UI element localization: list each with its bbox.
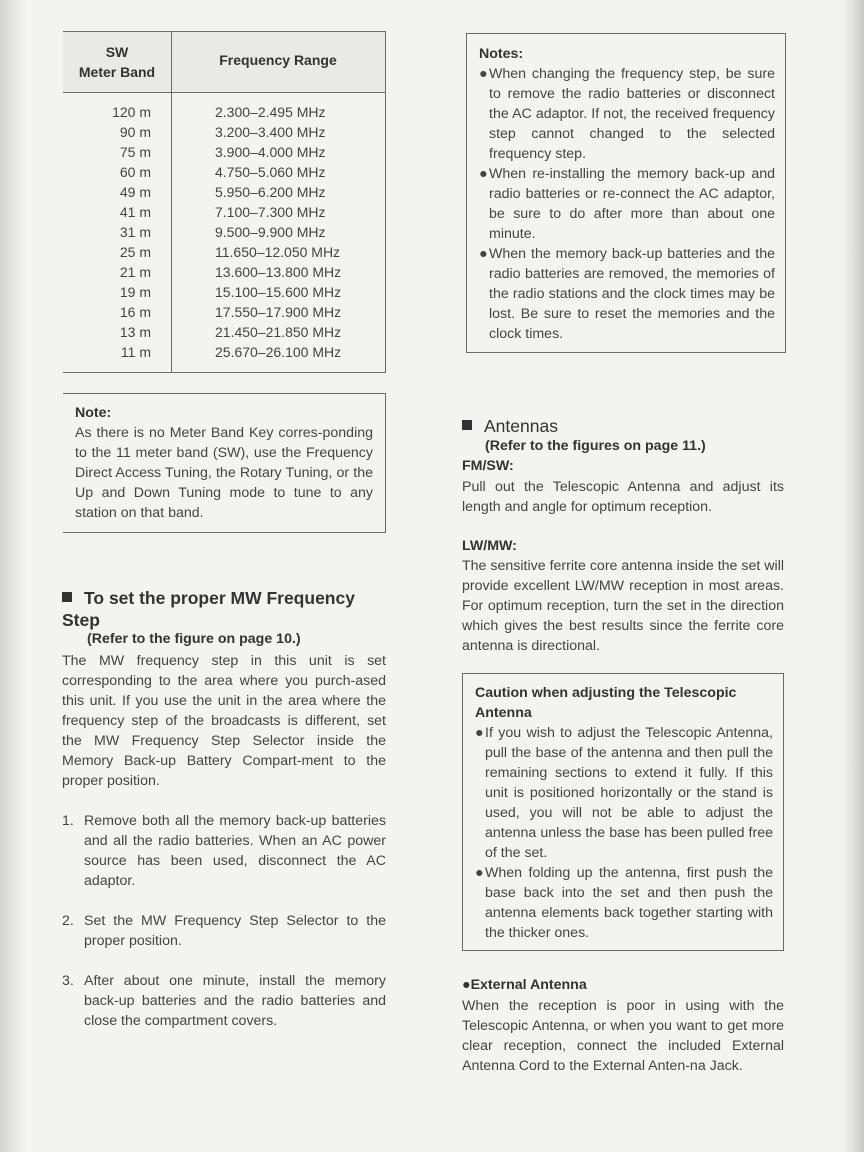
notes-title: Notes:	[479, 46, 524, 62]
page-gutter-left	[0, 0, 26, 1152]
mw-section-body: The MW frequency step in this unit is set corresponding to the area where you purch-ased this unit. If you use the unit in the area where the frequency step of the broadcasts is different, set the MW Frequency Step Selector inside the Memory Back-up Battery Compart-ment to the proper position.	[62, 653, 386, 789]
cell-frequency-range: 21.450–21.850 MHz	[215, 324, 342, 340]
bullet-icon: ●	[479, 246, 488, 262]
table-row	[63, 222, 385, 242]
bullet-icon: ●	[475, 725, 484, 741]
table-row	[63, 102, 385, 122]
cell-frequency-range: 11.650–12.050 MHz	[215, 244, 341, 260]
mw-section-title	[62, 587, 386, 631]
mw-step-3	[62, 971, 386, 1031]
cell-meter-band: 75 m	[119, 144, 151, 160]
cell-frequency-range: 2.300–2.495 MHz	[215, 104, 326, 120]
step-number: 2.	[62, 913, 74, 929]
page-gutter-right	[842, 0, 864, 1152]
mw-step-1	[62, 811, 386, 891]
cell-meter-band: 49 m	[119, 184, 151, 200]
cell-frequency-range: 25.670–26.100 MHz	[215, 344, 342, 360]
lw-mw-text: The sensitive ferrite core antenna inside the set will provide excellent LW/MW reception in most areas. For optimum reception, turn the set in the direction which gives the best results since the ferrite core antenna is directional.	[462, 558, 784, 654]
caution-box	[462, 673, 784, 951]
table-row	[63, 322, 385, 342]
cell-meter-band: 25 m	[119, 244, 151, 260]
cell-meter-band: 19 m	[119, 284, 151, 300]
table-row	[63, 242, 385, 262]
header-frequency-range: Frequency Range	[219, 52, 337, 68]
square-bullet-icon	[462, 420, 472, 430]
notes-item-text: When the memory back-up batteries and the radio batteries are removed, the memories of the radio stations and the clock times may be lost. Be sure to reset the memories and the clock times.	[489, 246, 775, 342]
note-box	[63, 393, 386, 533]
cell-frequency-range: 7.100–7.300 MHz	[215, 204, 326, 220]
table-row	[63, 302, 385, 322]
cell-frequency-range: 15.100–15.600 MHz	[215, 284, 342, 300]
caution-title: Caution when adjusting the Telescopic Antenna	[475, 685, 737, 721]
table-row	[63, 342, 385, 362]
bullet-icon: ●	[475, 865, 484, 881]
cell-frequency-range: 13.600–13.800 MHz	[215, 264, 342, 280]
mw-step-2	[62, 911, 386, 951]
step-number: 1.	[62, 813, 74, 829]
table-row	[63, 262, 385, 282]
table-body	[63, 102, 385, 362]
cell-meter-band: 16 m	[119, 304, 151, 320]
bullet-icon: ●	[462, 977, 471, 993]
header-meter-band	[63, 42, 171, 82]
cell-meter-band: 41 m	[119, 204, 151, 220]
antennas-title	[462, 415, 784, 437]
fm-sw-heading: FM/SW:	[462, 458, 514, 474]
table-row	[63, 162, 385, 182]
antennas-title-text: Antennas	[484, 416, 558, 436]
antennas-ref: (Refer to the figures on page 11.)	[485, 438, 706, 454]
cell-meter-band: 60 m	[119, 164, 151, 180]
sw-frequency-table	[63, 31, 386, 373]
cell-frequency-range: 3.200–3.400 MHz	[215, 124, 326, 140]
cell-frequency-range: 5.950–6.200 MHz	[215, 184, 326, 200]
notes-item	[479, 244, 775, 344]
cell-meter-band: 90 m	[119, 124, 151, 140]
caution-item-text: If you wish to adjust the Telescopic Antenna, pull the base of the antenna and then pull the remaining sections to extend it fully. If this unit is positioned horizontally or the stand is used, you will not be able to adjust the antenna unless the base has been pulled free of the set.	[485, 725, 773, 861]
step-number: 3.	[62, 973, 74, 989]
table-row	[63, 142, 385, 162]
step-text: Remove both all the memory back-up batteries and all the radio batteries. When an AC power source has been used, disconnect the AC adaptor.	[84, 813, 386, 889]
caution-item	[475, 863, 773, 943]
notes-item	[479, 64, 775, 164]
cell-frequency-range: 17.550–17.900 MHz	[215, 304, 342, 320]
lw-mw-heading: LW/MW:	[462, 538, 517, 554]
external-antenna-heading	[462, 977, 587, 993]
cell-frequency-range: 3.900–4.000 MHz	[215, 144, 326, 160]
table-row	[63, 202, 385, 222]
cell-frequency-range: 9.500–9.900 MHz	[215, 224, 326, 240]
table-row	[63, 282, 385, 302]
notes-item-text: When re-installing the memory back-up and radio batteries or re-connect the AC adaptor, be sure to do after more than about one minute.	[489, 166, 775, 242]
mw-section-ref: (Refer to the figure on page 10.)	[87, 631, 301, 647]
external-antenna-text: When the reception is poor in using with the Telescopic Antenna, or when you want to get more clear reception, connect the included External Antenna Cord to the External Anten-na Jack.	[462, 998, 784, 1074]
step-text: After about one minute, install the memory back-up batteries and the radio batteries and close the compartment covers.	[84, 973, 386, 1029]
cell-meter-band: 31 m	[119, 224, 151, 240]
header-band-line2: Meter Band	[78, 64, 156, 80]
notes-item-text: When changing the frequency step, be sure to remove the radio batteries or disconnect the AC adaptor. If not, the received frequency step cannot changed to the selected frequency step.	[489, 66, 775, 162]
square-bullet-icon	[62, 592, 72, 602]
cell-meter-band: 120 m	[112, 104, 151, 120]
note-title: Note:	[75, 405, 112, 421]
notes-box	[466, 33, 786, 353]
note-text: As there is no Meter Band Key corres-ponding to the 11 meter band (SW), use the Frequency Direct Access Tuning, the Rotary Tuning, or the Up and Down Tuning mode to tune to any station on that band.	[75, 425, 373, 521]
cell-meter-band: 11 m	[120, 344, 151, 360]
bullet-icon: ●	[479, 166, 488, 182]
header-band-line1: SW	[105, 44, 129, 60]
table-row	[63, 122, 385, 142]
external-antenna-title: External Antenna	[470, 977, 587, 993]
step-text: Set the MW Frequency Step Selector to the proper position.	[84, 913, 386, 949]
cell-meter-band: 13 m	[119, 324, 151, 340]
caution-item	[475, 723, 773, 863]
cell-meter-band: 21 m	[119, 264, 151, 280]
notes-item	[479, 164, 775, 244]
caution-item-text: When folding up the antenna, first push the base back into the set and then push the antenna elements back together starting with the thicker ones.	[485, 865, 773, 941]
bullet-icon: ●	[479, 66, 488, 82]
cell-frequency-range: 4.750–5.060 MHz	[215, 164, 326, 180]
table-row	[63, 182, 385, 202]
mw-section-title-text: To set the proper MW Frequency Step	[62, 588, 355, 630]
fm-sw-text: Pull out the Telescopic Antenna and adjust its length and angle for optimum reception.	[462, 479, 784, 515]
